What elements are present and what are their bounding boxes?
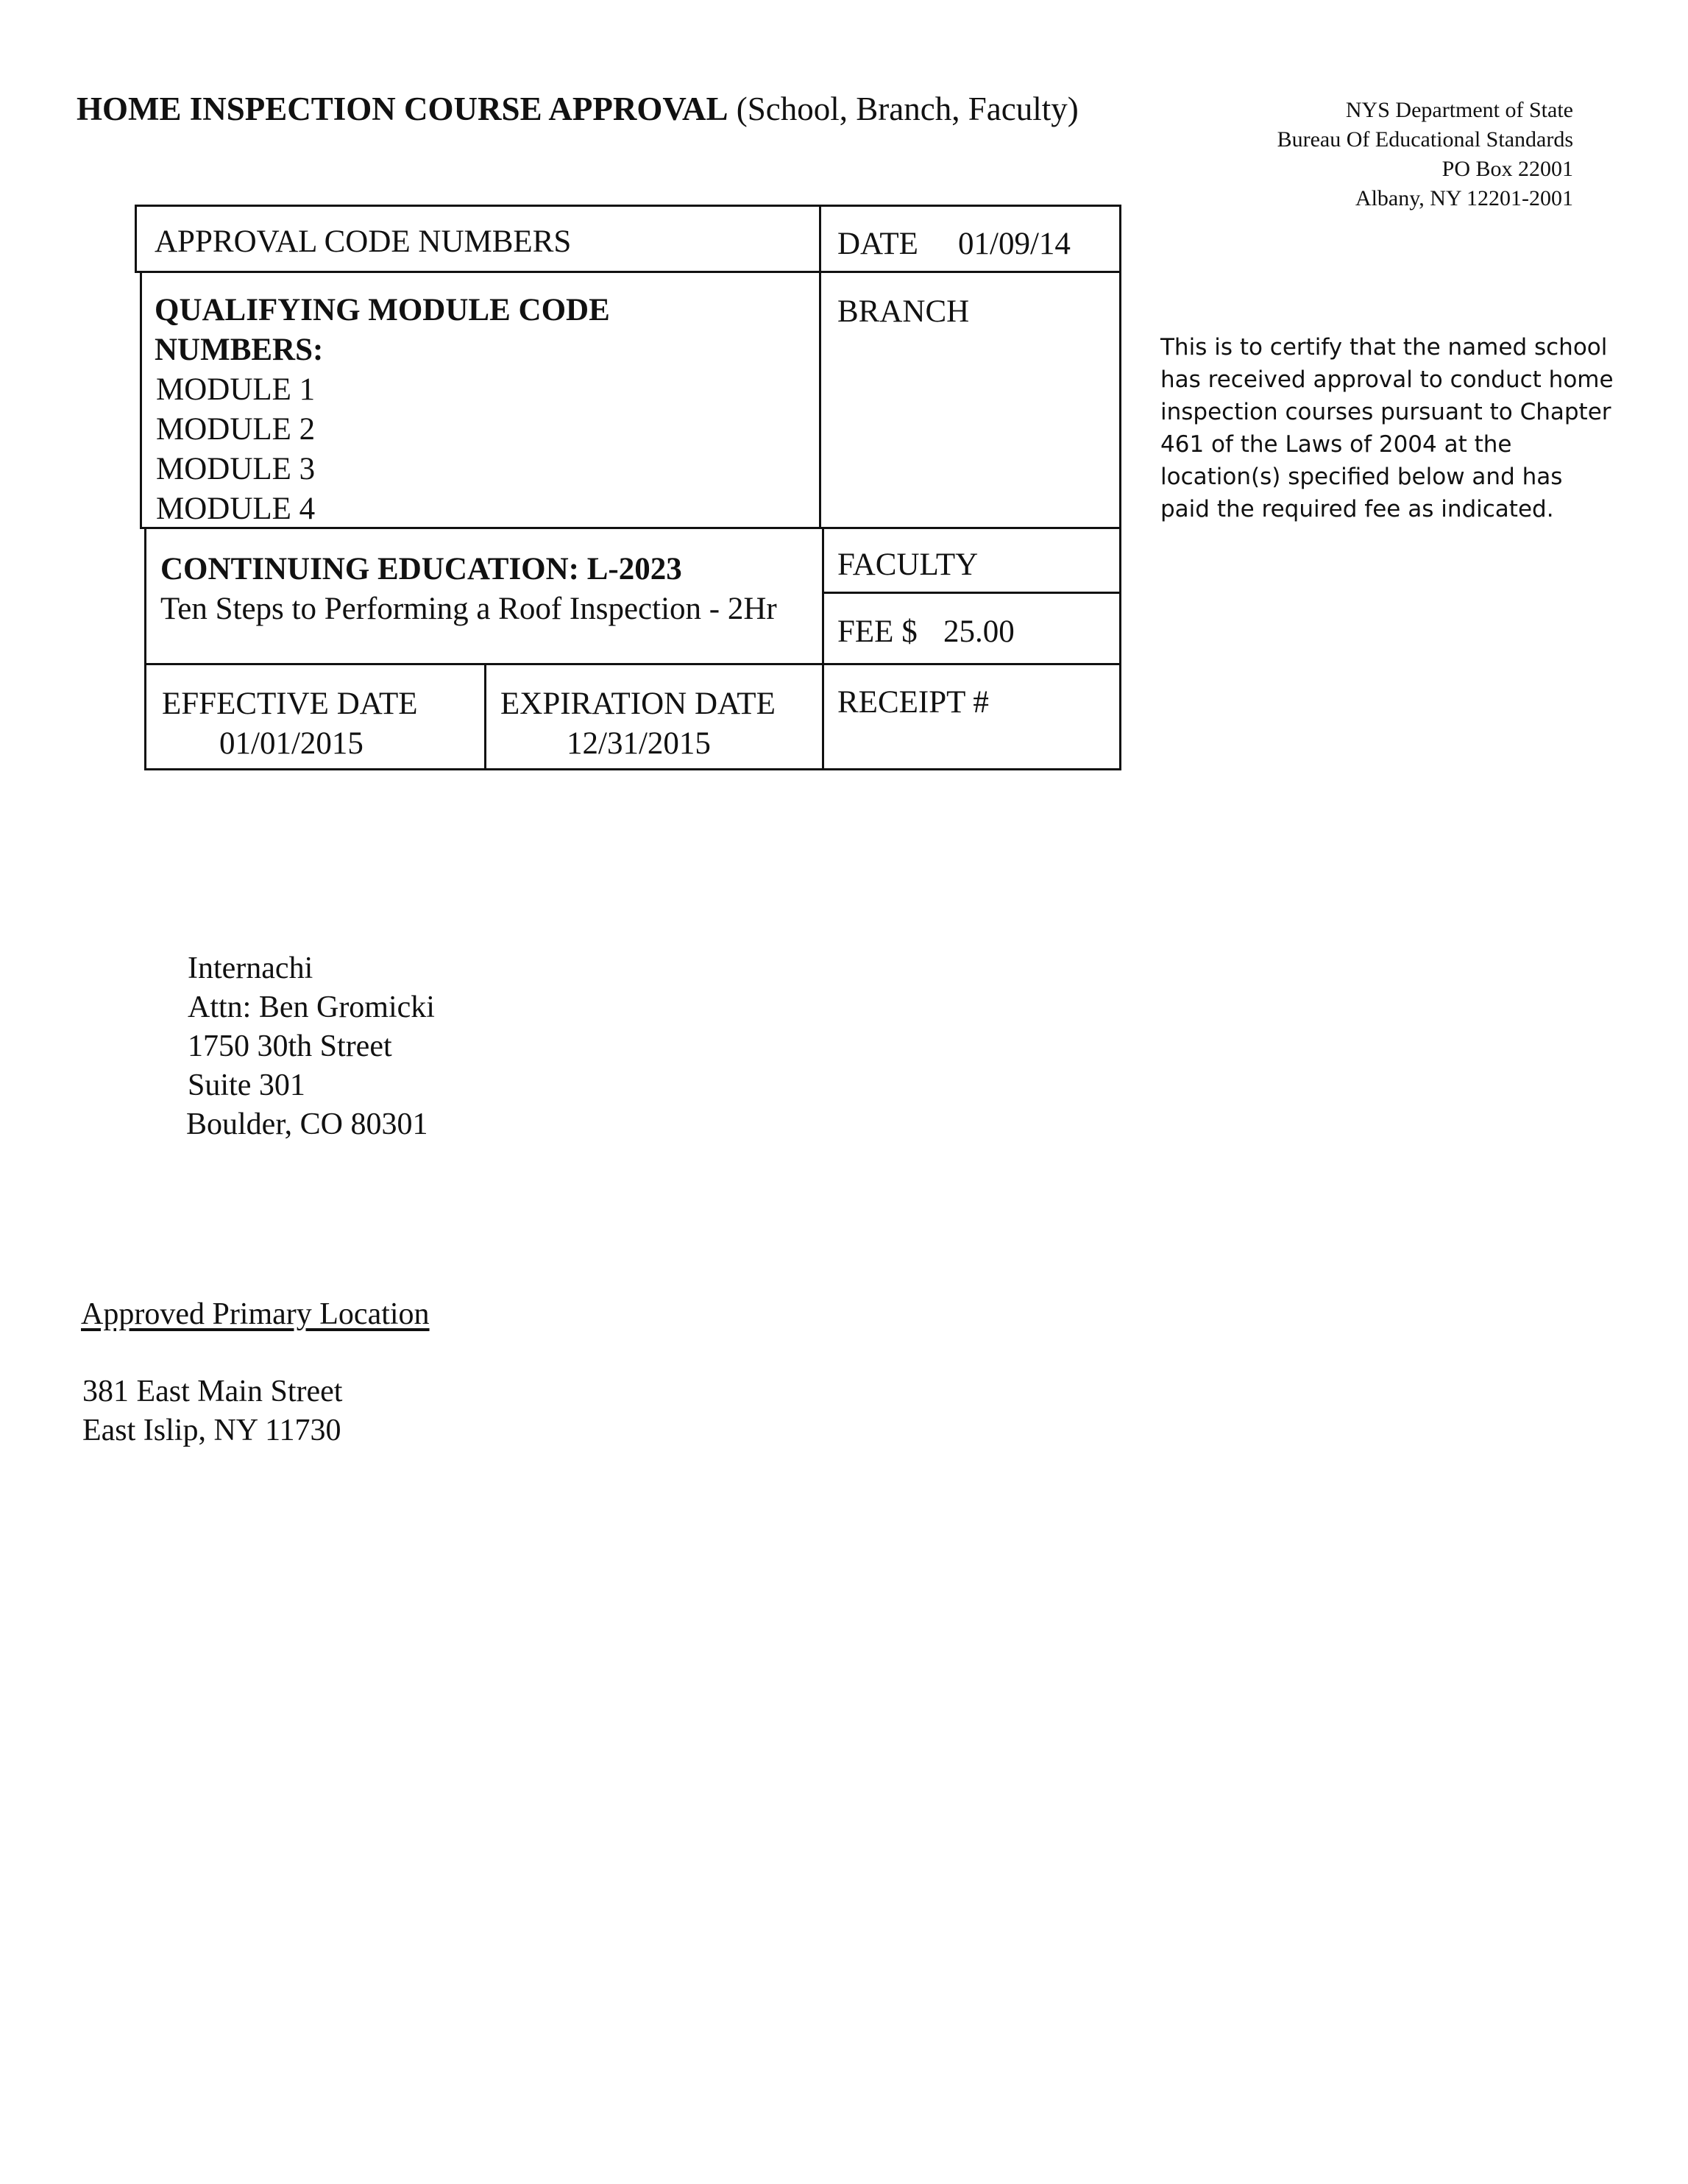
branch-label: BRANCH: [837, 294, 970, 329]
table-border-left-3: [144, 527, 146, 770]
page-title: [77, 90, 1079, 128]
fee-value: 25.00: [943, 614, 1015, 649]
recipient-street: 1750 30th Street: [188, 1029, 392, 1063]
department-city: Albany, NY 12201-2001: [1355, 186, 1573, 210]
qualifying-label-cont: NUMBERS:: [155, 333, 324, 367]
table-border-top: [135, 205, 1121, 207]
effective-date-value: 01/01/2015: [219, 726, 364, 761]
po-box: PO Box 22001: [1441, 157, 1573, 181]
location-heading: Approved Primary Location: [81, 1297, 430, 1331]
faculty-label: FACULTY: [837, 547, 979, 582]
recipient-city: Boulder, CO 80301: [186, 1107, 428, 1141]
table-divider-row1: [135, 271, 1121, 273]
expiration-date-label: EXPIRATION DATE: [500, 687, 776, 721]
module-1: MODULE 1: [156, 372, 316, 407]
recipient-suite: Suite 301: [188, 1068, 305, 1102]
fee-label: FEE $: [837, 614, 918, 649]
department-address: [1277, 96, 1573, 213]
date-value: 01/09/14: [958, 227, 1071, 261]
location-street: 381 East Main Street: [82, 1375, 343, 1408]
department-name: NYS Department of State: [1345, 98, 1573, 122]
table-border-left-1: [135, 205, 137, 273]
recipient-attn: Attn: Ben Gromicki: [188, 990, 435, 1024]
module-4: MODULE 4: [156, 492, 316, 526]
table-border-right: [1119, 205, 1121, 770]
date-label: DATE: [837, 227, 918, 261]
module-3: MODULE 3: [156, 452, 316, 486]
continuing-education-label: CONTINUING EDUCATION: L-2023: [160, 552, 682, 586]
table-divider-dates: [484, 663, 486, 770]
effective-date-label: EFFECTIVE DATE: [162, 687, 418, 721]
module-2: MODULE 2: [156, 412, 316, 447]
location-city: East Islip, NY 11730: [82, 1414, 341, 1447]
table-border-bottom: [144, 768, 1121, 770]
table-divider-faculty: [822, 592, 1121, 594]
approval-code-label: APPROVAL CODE NUMBERS: [155, 224, 572, 259]
receipt-label: RECEIPT #: [837, 685, 989, 720]
table-divider-col-lower: [822, 527, 824, 770]
expiration-date-value: 12/31/2015: [567, 726, 711, 761]
table-divider-col-upper: [819, 205, 821, 527]
certification-statement: This is to certify that the named school has received approval to conduct home inspection courses pursuant to Chapter 461 of the Laws of 2004 at the location(s) specified below and has paid the required fee as indicated.: [1160, 334, 1614, 522]
table-border-left-2: [140, 271, 142, 529]
continuing-education-course: Ten Steps to Performing a Roof Inspection - 2Hr: [160, 592, 777, 626]
recipient-name: Internachi: [188, 951, 313, 985]
title-subtitle: (School, Branch, Faculty): [736, 91, 1079, 127]
qualifying-label: QUALIFYING MODULE CODE: [155, 293, 610, 327]
title-main: HOME INSPECTION COURSE APPROVAL: [77, 91, 728, 127]
bureau-name: Bureau Of Educational Standards: [1277, 127, 1573, 152]
table-divider-row3: [144, 663, 1121, 665]
